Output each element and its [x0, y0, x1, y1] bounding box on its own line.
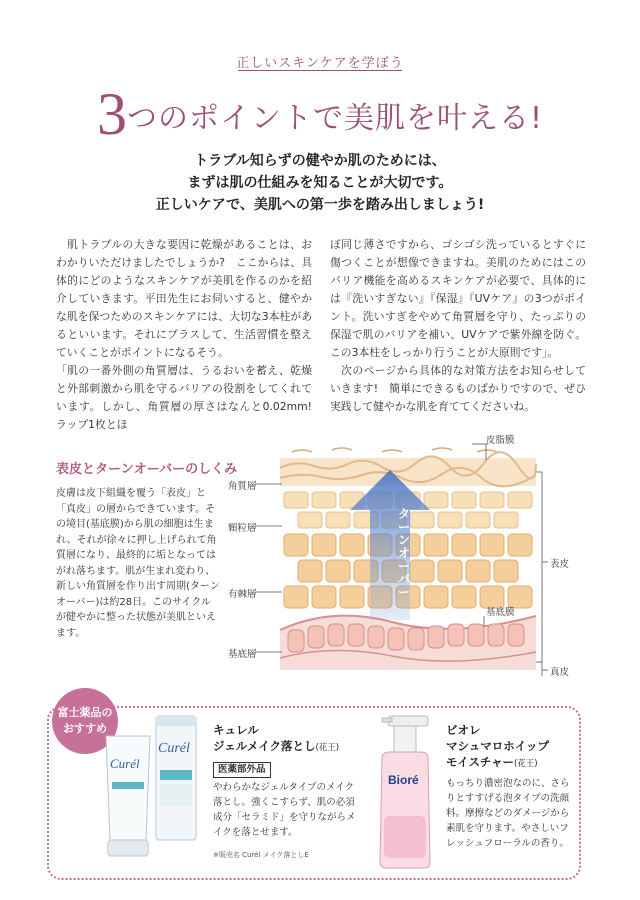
body-right-column: [330, 236, 586, 416]
product2-title: [446, 722, 576, 772]
label-stratum-corneum: 角質層: [228, 481, 257, 492]
body-left-paragraph: 「肌の一番外側の角質層は、うるおいを蓄え、乾燥と外部刺激から肌を守るバリアの役割をしてくれています。しかし、角質層の厚さはなんと0.02mm! ラップ1枚とほ: [56, 364, 323, 431]
eyebrow-title: 正しいスキンケアを学ぼう: [236, 56, 404, 71]
label-epidermis: 表皮: [550, 559, 570, 570]
biore-logo: Bioré: [388, 773, 419, 787]
body-left-column: [56, 236, 323, 434]
body-right-paragraph: 次のページから具体的な対策方法をお知らせしていきます! 簡単にできるものばかりですので、ぜひ実践して健やかな肌を育ててくださいね。: [330, 364, 586, 413]
stratum-corneum-layer: [280, 448, 536, 486]
curel-product-image: [98, 712, 208, 862]
label-sebum-film: 皮脂膜: [486, 435, 515, 446]
label-granular-layer: 顆粒層: [228, 523, 257, 534]
badge-line-1: 富士薬品の: [57, 706, 113, 719]
product1-brand: キュレル: [213, 723, 259, 737]
label-basement-membrane: 基底膜: [486, 607, 515, 618]
turnover-label: ターンオーバー: [397, 507, 410, 599]
product2-maker: (花王): [513, 759, 538, 769]
lead-line-3: 正しいケアで、美肌への第一歩を踏み出しましょう!: [155, 197, 485, 213]
section-title: 表皮とターンオーバーのしくみ: [56, 462, 238, 477]
lead-line-1: トラブル知らずの健やか肌のためには、: [194, 153, 446, 169]
product1-maker: (花王): [315, 743, 340, 753]
product1-tag: [213, 757, 271, 778]
quasi-drug-tag: 医薬部外品: [213, 762, 271, 778]
eyebrow-underline: [238, 70, 402, 71]
product2-brand: ビオレ: [446, 723, 481, 737]
product2-desc: もっちり濃密泡なのに、さらりとすすげる泡タイプの洗顔料。摩擦などのダメージから素肌を守ります。やさしいフレッシュフローラルの香り。: [446, 778, 570, 849]
basal-layer: [280, 616, 536, 670]
section-body: 皮膚は皮下組織を覆う「表皮」と「真皮」の層からできています。その境目(基底膜)から肌の細胞は生まれ、それが徐々に押し上げられて角質層になり、最終的に垢となってはがれ落ちます。肌が生まれ変わり、新しい角質層を作り出す周期(ターンオーバー)は約28日。このサイクルが健やかに整った状態が美肌といえます。: [56, 488, 220, 639]
body-right-paragraph: ぼ同じ薄さですから、ゴシゴシ洗っているとすぐに傷つくことが想像できますね。美肌のためにはこのバリア機能を高めるスキンケアが必要で、具体的には『洗いすぎない』『保湿』『UVケア』の3つがポイント。洗いすぎをやめて角質層を守り、たっぷりの保湿で肌のバリアを補い、UVケアで紫外線を防ぐ。この3本柱をしっかり行うことが大原則です」。: [330, 238, 586, 359]
label-dermis: 真皮: [550, 667, 570, 678]
headline-number: 3: [96, 81, 127, 147]
curel-tube-logo: Curél: [110, 756, 140, 771]
lead-line-2: まずは肌の仕組みを知ることが大切です。: [187, 175, 453, 191]
product1-name: ジェルメイク落とし: [213, 739, 316, 753]
biore-product-image: [368, 712, 440, 872]
product1-title: [213, 722, 363, 756]
curel-box-logo: Curél: [158, 741, 190, 756]
badge-line-2: おすすめ: [62, 722, 108, 735]
headline-text: つのポイントで美肌を叶える!: [126, 101, 544, 136]
product1-desc: やわらかなジェルタイプのメイク落とし。強くこすらず、肌の必須成分「セラミド」を守りながらメイクを落とせます。: [213, 782, 356, 838]
label-spinous-layer: 有棘層: [228, 589, 257, 600]
headline: [0, 80, 640, 149]
label-basal-layer: 基底層: [228, 649, 257, 660]
product2-name: マシュマロホイップ: [446, 739, 550, 753]
body-left-paragraph: 肌トラブルの大きな要因に乾燥があることは、おわかりいただけましたでしょうか? ここからは、具体的にどのようなスキンケアが美肌を作るのかを紹介していきます。平田先生にお伺いすると、健やかな肌を保つためのスキンケアには、大切な3本柱があるといいます。それにプラスして、生活習慣を整えていくことがポイントになるそう。: [56, 238, 312, 359]
product1-note: ※販売名 Curél メイク落としE: [213, 851, 309, 859]
product2-name-2: モイスチャー: [446, 755, 514, 769]
